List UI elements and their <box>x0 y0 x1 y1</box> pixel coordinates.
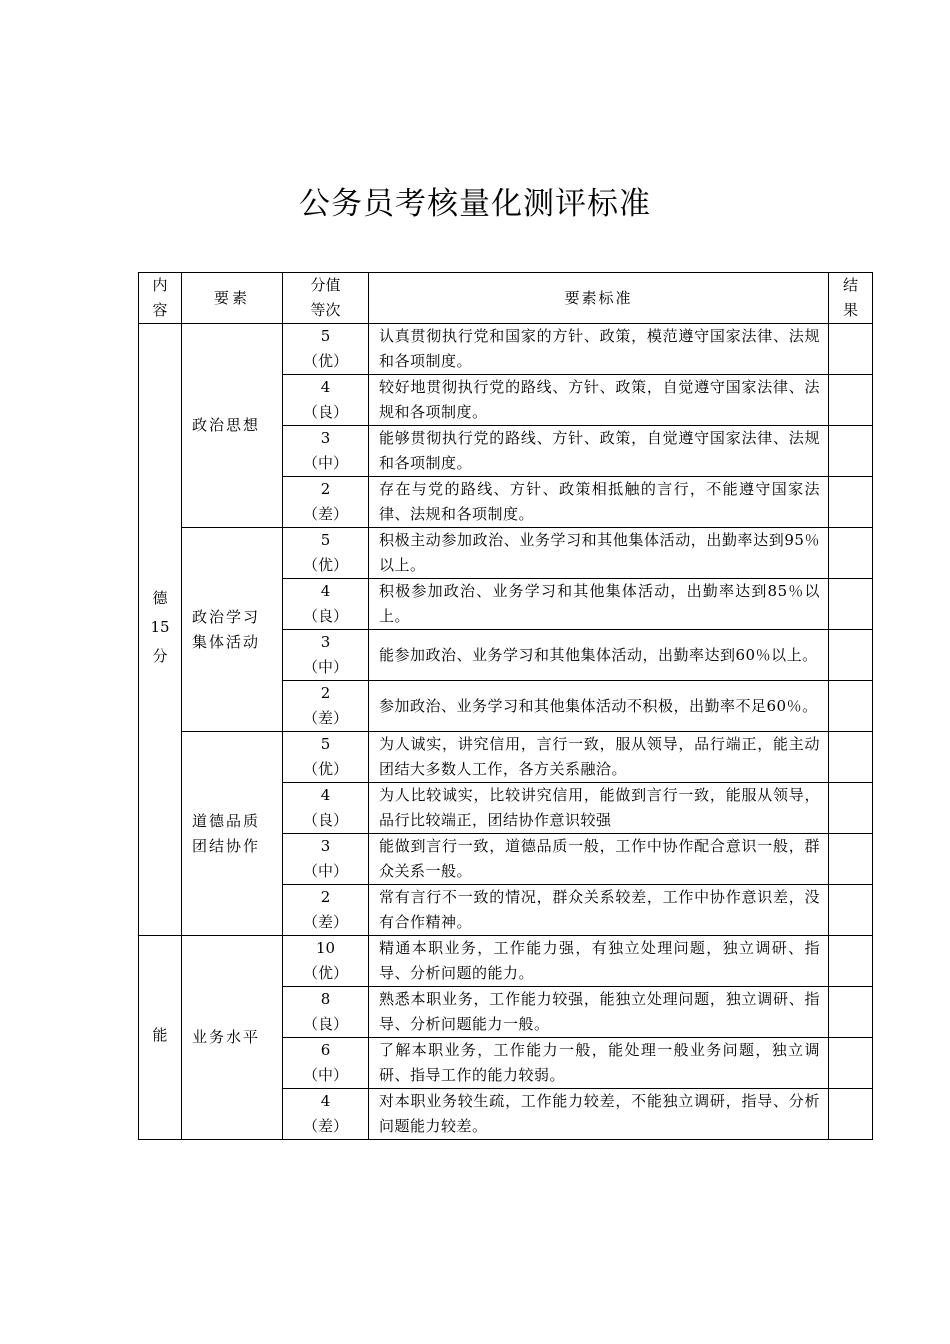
category-cell <box>139 324 182 936</box>
element-cell <box>182 528 283 732</box>
element-label: 政治思想 <box>192 416 261 434</box>
result-cell[interactable] <box>829 936 873 987</box>
header-score: 分值等次 <box>283 273 369 324</box>
score-cell <box>283 681 369 732</box>
score-grade: （优） <box>302 556 348 574</box>
score-grade: （中） <box>302 1066 348 1084</box>
score-grade: （中） <box>302 454 348 472</box>
result-cell[interactable] <box>829 834 873 885</box>
standard-cell: 积极主动参加政治、业务学习和其他集体活动，出勤率达到95％以上。 <box>369 528 829 579</box>
score-cell <box>283 324 369 375</box>
score-value: 3 <box>320 429 331 447</box>
score-value: 3 <box>320 633 331 651</box>
table-row <box>139 324 873 375</box>
standard-cell: 熟悉本职业务，工作能力较强，能独立处理问题，独立调研、指导、分析问题能力一般。 <box>369 987 829 1038</box>
standard-cell: 常有言行不一致的情况，群众关系较差，工作中协作意识差，没有合作精神。 <box>369 885 829 936</box>
score-value: 6 <box>320 1041 331 1059</box>
score-cell <box>283 936 369 987</box>
element-cell <box>182 732 283 936</box>
score-cell <box>283 732 369 783</box>
score-value: 5 <box>320 735 331 753</box>
score-grade: （良） <box>302 607 348 625</box>
result-cell[interactable] <box>829 681 873 732</box>
score-value: 4 <box>320 786 331 804</box>
standard-cell: 参加政治、业务学习和其他集体活动不积极，出勤率不足60％。 <box>369 681 829 732</box>
category-label-part: 能 <box>152 1026 168 1044</box>
score-value: 5 <box>320 531 331 549</box>
standard-cell: 能参加政治、业务学习和其他集体活动，出勤率达到60％以上。 <box>369 630 829 681</box>
score-grade: （中） <box>302 658 348 676</box>
result-cell[interactable] <box>829 987 873 1038</box>
result-cell[interactable] <box>829 732 873 783</box>
standard-cell: 对本职业务较生疏，工作能力较差，不能独立调研，指导、分析问题能力较差。 <box>369 1089 829 1140</box>
category-label <box>150 586 169 673</box>
score-grade: （差） <box>302 1117 348 1135</box>
table-row <box>139 732 873 783</box>
standard-cell: 精通本职业务，工作能力强，有独立处理问题，独立调研、指导、分析问题的能力。 <box>369 936 829 987</box>
score-value: 3 <box>320 837 331 855</box>
header-content: 内容 <box>139 273 182 324</box>
standard-cell: 能做到言行一致，道德品质一般，工作中协作配合意识一般，群众关系一般。 <box>369 834 829 885</box>
score-grade: （优） <box>302 352 348 370</box>
score-value: 2 <box>320 684 331 702</box>
score-cell <box>283 579 369 630</box>
element-cell <box>182 936 283 1140</box>
score-value: 5 <box>320 327 331 345</box>
score-cell <box>283 987 369 1038</box>
category-label-part: 分 <box>152 647 168 665</box>
category-label-part: 15 <box>150 618 170 636</box>
element-label: 道德品质团结协作 <box>192 811 261 855</box>
standard-cell: 为人比较诚实，比较讲究信用，能做到言行一致，能服从领导，品行比较端正，团结协作意识较强 <box>369 783 829 834</box>
score-cell <box>283 1038 369 1089</box>
score-grade: （差） <box>302 505 348 523</box>
score-value: 10 <box>315 939 336 957</box>
result-cell[interactable] <box>829 426 873 477</box>
score-value: 2 <box>320 888 331 906</box>
score-cell <box>283 426 369 477</box>
score-cell <box>283 834 369 885</box>
result-cell[interactable] <box>829 324 873 375</box>
score-grade: （优） <box>302 964 348 982</box>
page-title: 公务员考核量化测评标准 <box>299 186 651 222</box>
score-grade: （良） <box>302 403 348 421</box>
table-row <box>139 936 873 987</box>
result-cell[interactable] <box>829 1038 873 1089</box>
result-cell[interactable] <box>829 630 873 681</box>
element-cell <box>182 324 283 528</box>
score-grade: （优） <box>302 760 348 778</box>
header-result: 结果 <box>829 273 873 324</box>
standard-cell: 认真贯彻执行党和国家的方针、政策，模范遵守国家法律、法规和各项制度。 <box>369 324 829 375</box>
score-grade: （良） <box>302 811 348 829</box>
standard-cell: 能够贯彻执行党的路线、方针、政策，自觉遵守国家法律、法规和各项制度。 <box>369 426 829 477</box>
element-label: 业务水平 <box>192 1028 261 1046</box>
score-cell <box>283 885 369 936</box>
score-cell <box>283 528 369 579</box>
standard-cell: 为人诚实，讲究信用，言行一致，服从领导，品行端正，能主动团结大多数人工作，各方关系融洽。 <box>369 732 829 783</box>
standard-cell: 了解本职业务，工作能力一般，能处理一般业务问题，独立调研、指导工作的能力较弱。 <box>369 1038 829 1089</box>
standard-cell: 积极参加政治、业务学习和其他集体活动，出勤率达到85％以上。 <box>369 579 829 630</box>
score-cell <box>283 783 369 834</box>
header-standard: 要素标准 <box>369 273 829 324</box>
category-cell <box>139 936 182 1140</box>
result-cell[interactable] <box>829 375 873 426</box>
score-value: 4 <box>320 1092 331 1110</box>
result-cell[interactable] <box>829 477 873 528</box>
table-row <box>139 528 873 579</box>
result-cell[interactable] <box>829 579 873 630</box>
standard-cell: 存在与党的路线、方针、政策相抵触的言行，不能遵守国家法律、法规和各项制度。 <box>369 477 829 528</box>
category-label <box>152 1023 167 1052</box>
score-value: 2 <box>320 480 331 498</box>
score-grade: （良） <box>302 1015 348 1033</box>
score-cell <box>283 1089 369 1140</box>
result-cell[interactable] <box>829 528 873 579</box>
score-cell <box>283 477 369 528</box>
element-label: 政治学习集体活动 <box>192 607 261 651</box>
score-grade: （中） <box>302 862 348 880</box>
category-label-part: 德 <box>152 589 168 607</box>
score-grade: （差） <box>302 709 348 727</box>
score-grade: （差） <box>302 913 348 931</box>
header-element: 要素 <box>182 273 283 324</box>
score-cell <box>283 630 369 681</box>
evaluation-table <box>138 272 873 1140</box>
result-cell[interactable] <box>829 1089 873 1140</box>
result-cell[interactable] <box>829 783 873 834</box>
score-cell <box>283 375 369 426</box>
score-value: 4 <box>320 378 331 396</box>
score-value: 8 <box>320 990 331 1008</box>
result-cell[interactable] <box>829 885 873 936</box>
table-header-row <box>139 273 873 324</box>
score-value: 4 <box>320 582 331 600</box>
standard-cell: 较好地贯彻执行党的路线、方针、政策，自觉遵守国家法律、法规和各项制度。 <box>369 375 829 426</box>
